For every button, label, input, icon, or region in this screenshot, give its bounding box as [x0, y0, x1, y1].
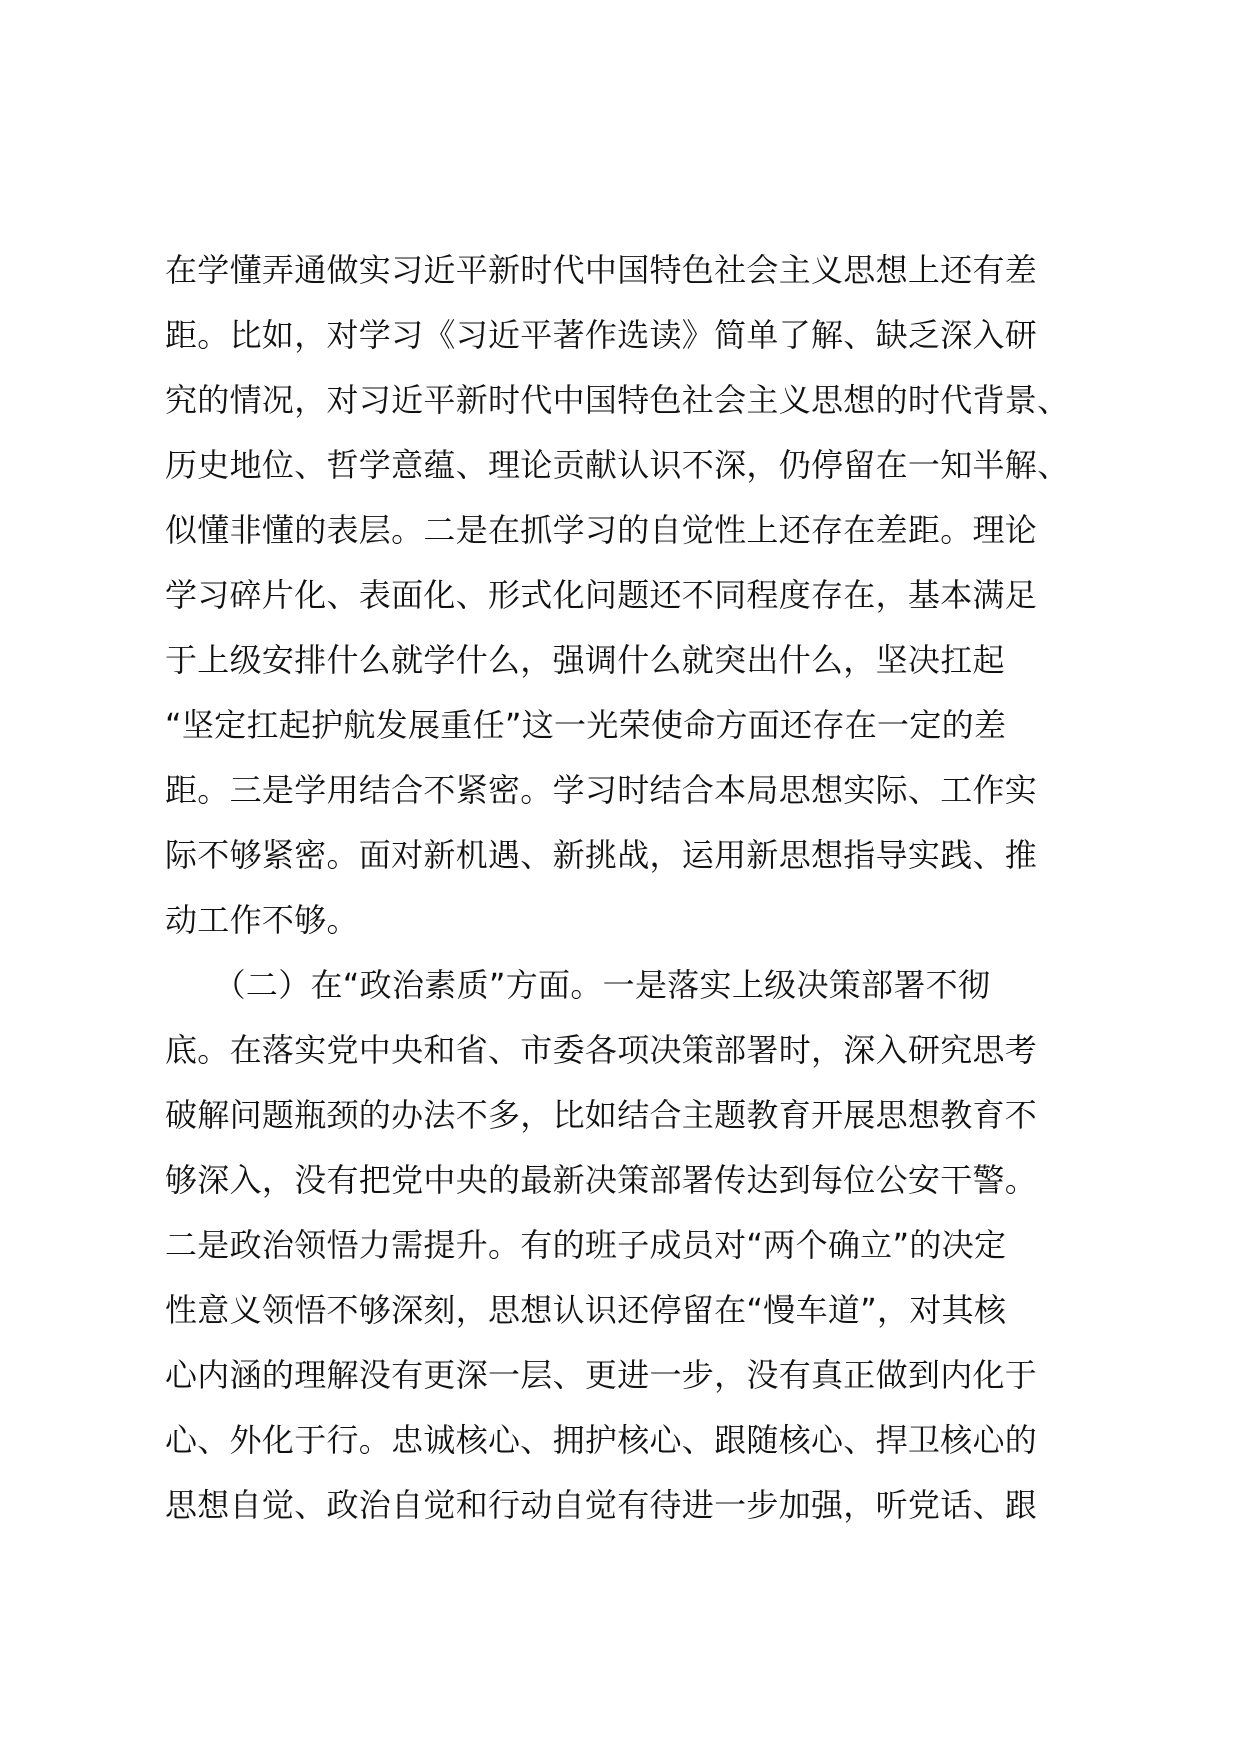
- text-line-2: 距。比如，对学习《习近平著作选读》简单了解、缺乏深入研: [165, 316, 1038, 354]
- text-line-17: 性意义领悟不够深刻，思想认识还停留在“慢车道”，对其核: [165, 1291, 1007, 1329]
- text-line-19: 心、外化于行。忠诚核心、拥护核心、跟随核心、捍卫核心的: [165, 1421, 1038, 1459]
- body-text: [165, 238, 1085, 1538]
- text-line-1: 在学懂弄通做实习近平新时代中国特色社会主义思想上还有差: [165, 251, 1038, 289]
- text-line-8: “坚定扛起护航发展重任”这一光荣使命方面还存在一定的差: [165, 706, 1007, 744]
- text-line-5: 似懂非懂的表层。二是在抓学习的自觉性上还存在差距。理论: [165, 511, 1038, 549]
- text-line-18: 心内涵的理解没有更深一层、更进一步，没有真正做到内化于: [165, 1356, 1038, 1394]
- text-line-11: 动工作不够。: [165, 901, 359, 939]
- text-line-10: 际不够紧密。面对新机遇、新挑战，运用新思想指导实践、推: [165, 836, 1038, 874]
- text-line-3: 究的情况，对习近平新时代中国特色社会主义思想的时代背景、: [165, 381, 1070, 419]
- text-line-15: 够深入，没有把党中央的最新决策部署传达到每位公安干警。: [165, 1161, 1038, 1199]
- text-line-14: 破解问题瓶颈的办法不多，比如结合主题教育开展思想教育不: [165, 1096, 1038, 1134]
- text-line-20: 思想自觉、政治自觉和行动自觉有待进一步加强，听党话、跟: [165, 1486, 1038, 1524]
- text-line-9: 距。三是学用结合不紧密。学习时结合本局思想实际、工作实: [165, 771, 1038, 809]
- text-line-12: （二）在“政治素质”方面。一是落实上级决策部署不彻: [165, 966, 991, 1004]
- text-line-16: 二是政治领悟力需提升。有的班子成员对“两个确立”的决定: [165, 1226, 1007, 1264]
- text-line-4: 历史地位、哲学意蕴、理论贡献认识不深，仍停留在一知半解、: [165, 446, 1070, 484]
- text-line-13: 底。在落实党中央和省、市委各项决策部署时，深入研究思考: [165, 1031, 1038, 1069]
- text-line-6: 学习碎片化、表面化、形式化问题还不同程度存在，基本满足: [165, 576, 1038, 614]
- text-line-7: 于上级安排什么就学什么，强调什么就突出什么，坚决扛起: [165, 641, 1005, 679]
